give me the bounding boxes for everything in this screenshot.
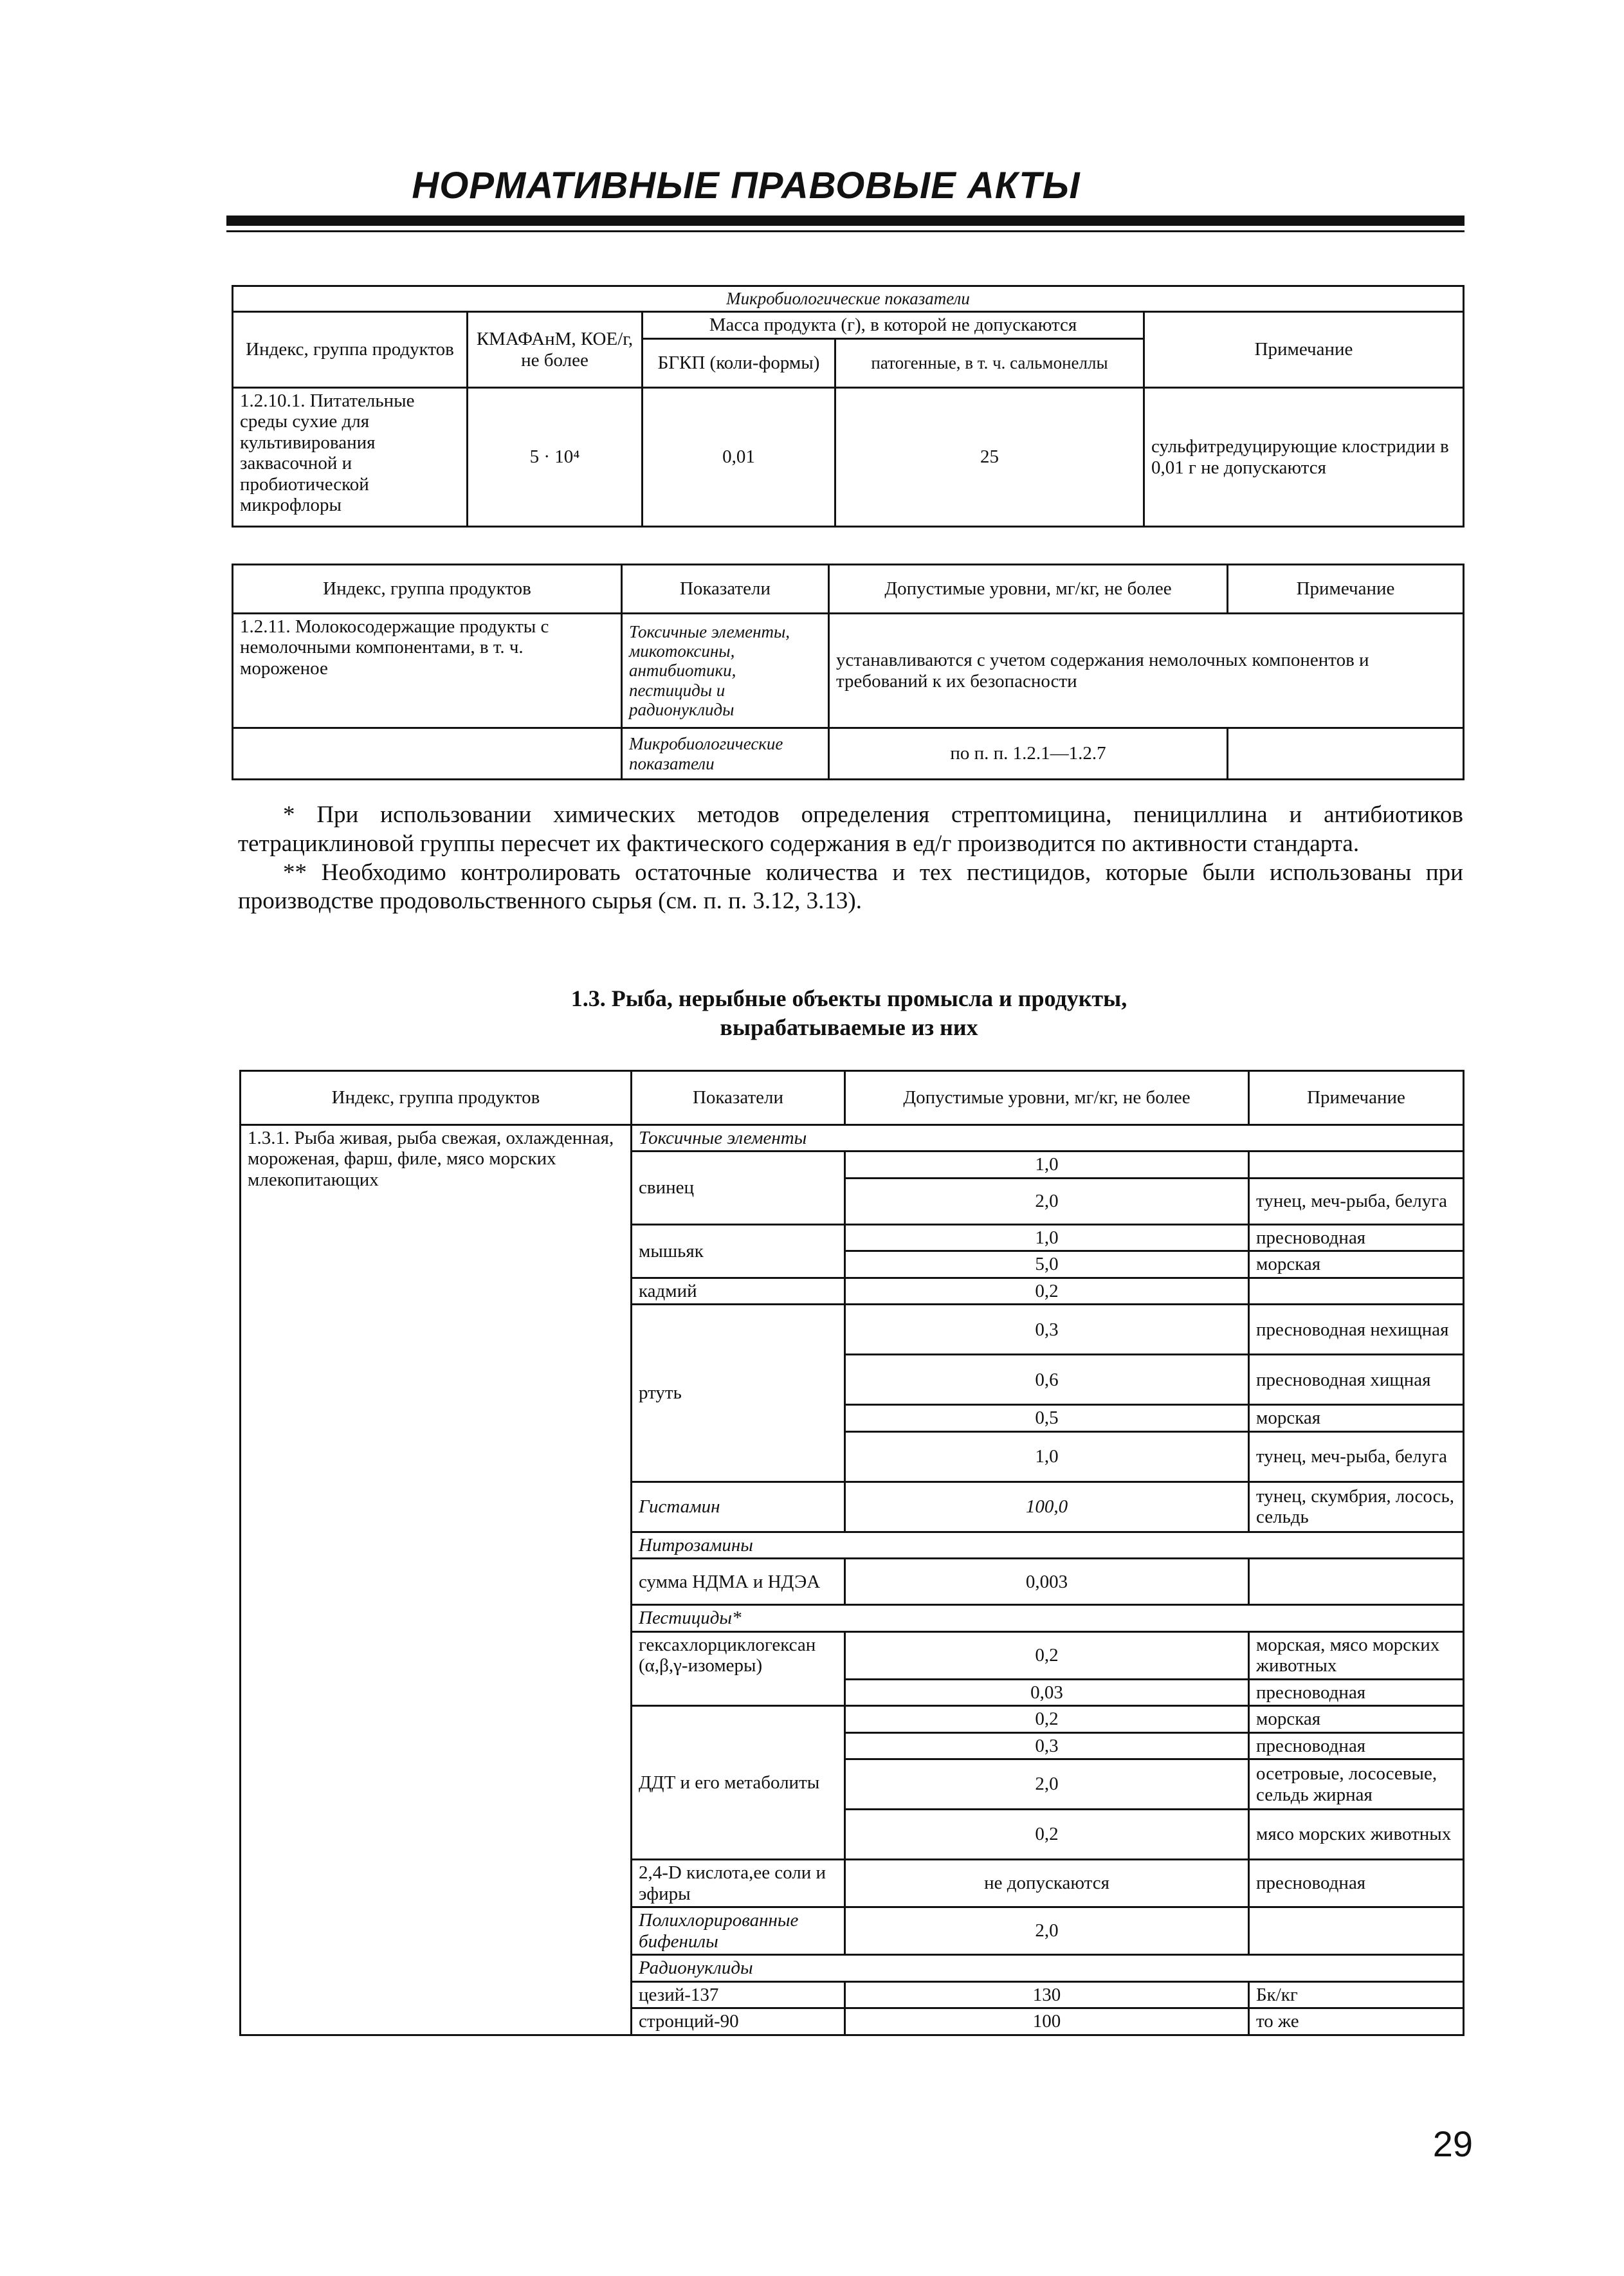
table3-col-indicators: Показатели (632, 1071, 845, 1125)
ndma-value-1: 0,003 (845, 1559, 1249, 1605)
fish-products-table (239, 1070, 1464, 2036)
table2-col-note: Примечание (1228, 565, 1464, 614)
arsenic-name: мышьяк (632, 1224, 845, 1278)
arsenic-value-1: 1,0 (845, 1224, 1249, 1251)
table1-col-kmafanm: КМАФАнМ, КОЕ/г, не более (468, 312, 643, 388)
header-rule-thin (226, 230, 1464, 232)
pcb-value-1: 2,0 (845, 1907, 1249, 1955)
table1-row-index: 1.2.10.1. Питательные среды сухие для культивирования заквасочной и пробиотической микрофлоры (233, 388, 468, 527)
table1-col-note: Примечание (1144, 312, 1464, 388)
group-pesticides: Пестициды* (632, 1605, 1464, 1631)
pcb-note-empty (1249, 1907, 1464, 1955)
cadmium-name: кадмий (632, 1278, 845, 1304)
page-header-title: НОРМАТИВНЫЕ ПРАВОВЫЕ АКТЫ (412, 165, 1081, 206)
hch-value-1: 0,2 (845, 1631, 1249, 1679)
ndma-name: сумма НДМА и НДЭА (632, 1559, 845, 1605)
section-title (450, 984, 1248, 1042)
table1-row-kmafanm: 5 · 10⁴ (468, 388, 643, 527)
histamine-name: Гистамин (632, 1482, 845, 1532)
arsenic-note-2: морская (1249, 1251, 1464, 1278)
hch-note-2: пресноводная (1249, 1679, 1464, 1705)
lead-note-2: тунец, меч-рыба, белуга (1249, 1178, 1464, 1224)
ddt-value-2: 0,3 (845, 1732, 1249, 1759)
ddt-name: ДДТ и его метаболиты (632, 1706, 845, 1860)
page-number: 29 (1432, 2124, 1473, 2164)
table1-col-index: Индекс, группа продуктов (233, 312, 468, 388)
cs137-name: цезий-137 (632, 1981, 845, 2008)
table2-col-indicators: Показатели (622, 565, 829, 614)
group-toxic-elements: Токсичные элементы (632, 1125, 1464, 1152)
table1-col-bgkp: БГКП (коли-формы) (643, 339, 835, 388)
sr90-value-1: 100 (845, 2008, 1249, 2035)
ddt-value-4: 0,2 (845, 1810, 1249, 1860)
mercury-note-4: тунец, меч-рыба, белуга (1249, 1431, 1464, 1482)
cadmium-note-empty (1249, 1278, 1464, 1304)
ddt-note-4: мясо морских животных (1249, 1810, 1464, 1860)
section-title-line-2: вырабатываемые из них (720, 1014, 978, 1040)
sr90-note-1: то же (1249, 2008, 1464, 2035)
lead-note-1-empty (1249, 1152, 1464, 1178)
table2-row2-indicators: Микробиологические показатели (622, 728, 829, 780)
hch-name: гексахлорциклогексан (α,β,γ-изомеры) (632, 1631, 845, 1705)
sr90-name: стронций-90 (632, 2008, 845, 2035)
ndma-note-empty (1249, 1559, 1464, 1605)
table3-col-levels: Допустимые уровни, мг/кг, не более (845, 1071, 1249, 1125)
mercury-note-1: пресноводная нехищная (1249, 1305, 1464, 1355)
ddt-note-3: осетровые, лососевые, сельдь жирная (1249, 1759, 1464, 1810)
lead-value-1: 1,0 (845, 1152, 1249, 1178)
mercury-note-2: пресноводная хищная (1249, 1355, 1464, 1405)
pcb-name: Полихлорированные бифенилы (632, 1907, 845, 1955)
group-nitrosamines: Нитрозамины (632, 1532, 1464, 1558)
hch-value-2: 0,03 (845, 1679, 1249, 1705)
section-title-line-1: 1.3. Рыба, нерыбные объекты промысла и продукты, (570, 986, 1127, 1011)
footnote-2: ** Необходимо контролировать остаточные количества и тех пестицидов, которые были использованы при производстве продовольственного сырья (см. п. п. 3.12, 3.13). (238, 859, 1463, 915)
cs137-value-1: 130 (845, 1981, 1249, 2008)
table1-row-pathogens: 25 (835, 388, 1144, 527)
arsenic-note-1: пресноводная (1249, 1224, 1464, 1251)
mercury-note-3: морская (1249, 1405, 1464, 1431)
table3-col-note: Примечание (1249, 1071, 1464, 1125)
table2-row1-indicators: Токсичные элементы, микотоксины, антибиотики, пестициды и радионуклиды (622, 614, 829, 728)
ddt-value-1: 0,2 (845, 1706, 1249, 1732)
table1-col-pathogens: патогенные, в т. ч. сальмонеллы (835, 339, 1144, 388)
group-radionuclides: Радионуклиды (632, 1955, 1464, 1981)
ddt-note-2: пресноводная (1249, 1732, 1464, 1759)
mercury-value-3: 0,5 (845, 1405, 1249, 1431)
arsenic-value-2: 5,0 (845, 1251, 1249, 1278)
footnote-1: * При использовании химических методов определения стрептомицина, пенициллина и антибиотиков тетрациклиновой группы пересчет их фактического содержания в ед/г производится по активности стандарта. (238, 802, 1463, 857)
hch-note-1: морская, мясо морских животных (1249, 1631, 1464, 1679)
ddt-note-1: морская (1249, 1706, 1464, 1732)
table2-row1-levels: устанавливаются с учетом содержания немолочных компонентов и требований к их безопасности (829, 614, 1464, 728)
d24-value-1: не допускаются (845, 1860, 1249, 1907)
lead-name: свинец (632, 1152, 845, 1224)
table1-row-note: сульфитредуцирующие клостридии в 0,01 г не допускаются (1144, 388, 1464, 527)
mercury-value-2: 0,6 (845, 1355, 1249, 1405)
histamine-note-1: тунец, скумбрия, лосось, сельдь (1249, 1482, 1464, 1532)
lead-value-2: 2,0 (845, 1178, 1249, 1224)
microbiology-table (232, 285, 1464, 528)
histamine-value-1: 100,0 (845, 1482, 1249, 1532)
table1-super-header: Микробиологические показатели (233, 286, 1464, 312)
table2-row2-note-empty (1228, 728, 1464, 780)
dairy-containing-table (232, 564, 1464, 780)
table2-col-index: Индекс, группа продуктов (233, 565, 622, 614)
table2-row2-index-empty (233, 728, 622, 780)
table2-row2-levels: по п. п. 1.2.1—1.2.7 (829, 728, 1228, 780)
header-rule-thick (226, 216, 1464, 226)
cadmium-value-1: 0,2 (845, 1278, 1249, 1304)
table1-col-mass: Масса продукта (г), в которой не допускаются (643, 312, 1144, 339)
table3-index: 1.3.1. Рыба живая, рыба свежая, охлажденная, мороженая, фарш, филе, мясо морских млекопитающих (241, 1125, 632, 2035)
mercury-name: ртуть (632, 1305, 845, 1482)
footnotes (238, 801, 1463, 916)
mercury-value-4: 1,0 (845, 1431, 1249, 1482)
mercury-value-1: 0,3 (845, 1305, 1249, 1355)
d24-name: 2,4-D кислота,ее соли и эфиры (632, 1860, 845, 1907)
cs137-note-1: Бк/кг (1249, 1981, 1464, 2008)
table2-row1-index: 1.2.11. Молокосодержащие продукты с немолочными компонентами, в т. ч. мороженое (233, 614, 622, 728)
table1-row-bgkp: 0,01 (643, 388, 835, 527)
d24-note-1: пресноводная (1249, 1860, 1464, 1907)
table2-col-levels: Допустимые уровни, мг/кг, не более (829, 565, 1228, 614)
ddt-value-3: 2,0 (845, 1759, 1249, 1810)
table3-col-index: Индекс, группа продуктов (241, 1071, 632, 1125)
